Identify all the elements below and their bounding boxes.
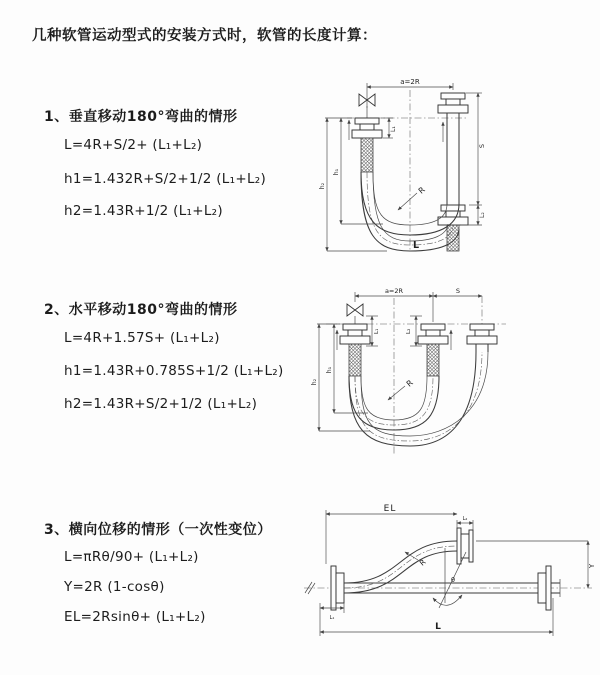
section2-formula-h1: h1=1.43R+0.785S+1/2 (L₁+L₂): [64, 363, 284, 379]
angle-label: θ: [451, 576, 455, 584]
section1-heading: 1、垂直移动180°弯曲的情形: [44, 109, 238, 125]
dim-s: [466, 93, 486, 205]
diagram-horizontal-180-bend: [306, 282, 598, 460]
left-hose-braid: [361, 138, 373, 172]
left-flange: [340, 324, 370, 344]
hose-curves: [349, 352, 488, 446]
dim-l2-label: L₂: [462, 516, 468, 522]
radius-callout: [405, 552, 428, 568]
section2-formula-h2: h2=1.43R+S/2+1/2 (L₁+L₂): [64, 396, 258, 412]
radius-label: R: [417, 557, 428, 568]
radius-callout: [388, 378, 415, 400]
radius-callout: [398, 185, 427, 210]
dim-a2r-label: a=2R: [400, 78, 420, 86]
dim-l1-label: L₁: [374, 328, 380, 334]
section3-formula-L: L=πRθ/90+ (L₁+L₂): [64, 549, 199, 565]
dim-h2-label: h₂: [319, 182, 326, 190]
dim-l2-label: L₂: [479, 212, 486, 218]
dim-el: [326, 504, 457, 564]
dim-l-label: L: [435, 622, 441, 632]
section2-formula-L: L=4R+1.57S+ (L₁+L₂): [64, 330, 220, 346]
radius-label: R: [404, 378, 415, 389]
section2-heading: 2、水平移动180°弯曲的情形: [44, 302, 238, 318]
dim-a2r-label: a=2R: [384, 287, 404, 295]
diagram-vertical-180-bend: [315, 74, 585, 258]
dim-l1-label: L₁: [329, 615, 335, 621]
dim-l: [320, 598, 553, 636]
right-hose-braid: [447, 225, 459, 251]
s-curve-hose: [344, 541, 457, 593]
left-flange: [331, 566, 344, 610]
dim-el-label: EL: [383, 504, 397, 514]
dim-h1-label: h₁: [326, 366, 333, 374]
dim-s-label: S: [455, 287, 461, 295]
middle-hose-braid: [427, 344, 439, 376]
section1-formula-h2: h2=1.43R+1/2 (L₁+L₂): [64, 203, 223, 219]
right-upper-flange: [438, 93, 468, 113]
section3-formula-Y: Y=2R (1-cosθ): [64, 579, 165, 595]
section1-formula-h1: h1=1.432R+S/2+1/2 (L₁+L₂): [64, 171, 267, 187]
dim-h1-label: h₁: [333, 168, 340, 176]
diagram-lateral-displacement: [298, 500, 598, 652]
section3-heading: 3、横向位移的情形（一次性变位）: [44, 522, 272, 538]
valve-icon: [347, 304, 363, 324]
dim-y: [476, 541, 596, 588]
dim-s-label: S: [478, 143, 486, 149]
radius-label: R: [416, 185, 427, 196]
middle-flange: [418, 324, 448, 344]
section3-formula-EL: EL=2Rsinθ+ (L₁+L₂): [64, 609, 206, 625]
page-title: 几种软管运动型式的安装方式时，软管的长度计算：: [32, 28, 377, 44]
upper-flange: [457, 528, 473, 564]
displaced-flange: [467, 324, 497, 344]
dim-l1: [381, 118, 397, 138]
left-hose-braid: [349, 344, 361, 376]
dim-h2-label: h₂: [311, 378, 318, 386]
dim-y-label: Y: [588, 563, 596, 569]
left-flange: [352, 118, 382, 138]
section1-formula-L: L=4R+S/2+ (L₁+L₂): [64, 137, 203, 153]
dim-l2-label: L₂: [406, 328, 412, 334]
length-label: L: [413, 240, 420, 251]
dim-l1-label: L₁: [390, 126, 397, 132]
dim-s: [433, 287, 482, 296]
